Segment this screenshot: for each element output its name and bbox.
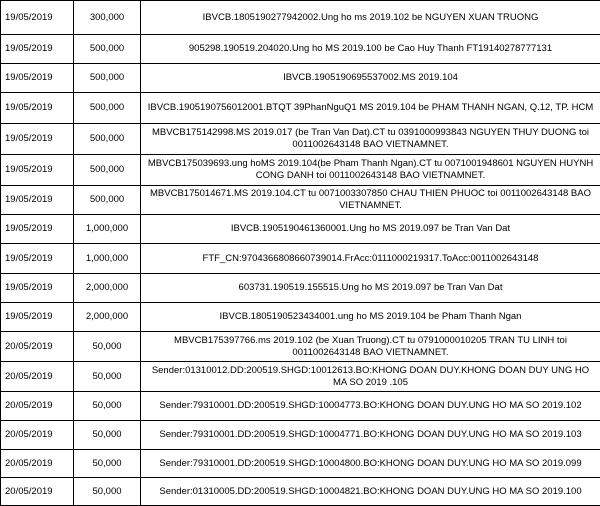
description-cell: MBVCB175397766.ms 2019.102 (be Xuan Truong).CT tu 0791000010205 TRAN TU LINH toi 0011002643148 BAO VIETNAMNET. [141,332,600,362]
description-cell: IBVCB.1905190461360001.Ung ho MS 2019.097 be Tran Van Dat [141,215,600,244]
table-row [1,64,600,93]
table-row [1,274,600,303]
amount-cell: 50,000 [74,332,141,362]
amount-cell: 500,000 [74,35,141,64]
description-cell: MBVCB175014671.MS 2019.104.CT tu 0071003307850 CHAU THIEN PHUOC toi 0011002643148 BAO VIETNAMNET. [141,186,600,215]
date-cell: 20/05/2019 [1,362,74,392]
date-cell: 20/05/2019 [1,450,74,478]
amount-cell: 300,000 [74,1,141,35]
date-cell: 19/05/2019 [1,93,74,124]
ledger-body [1,1,600,506]
amount-cell: 500,000 [74,155,141,186]
table-row [1,362,600,392]
date-cell: 19/05/2019 [1,244,74,274]
description-cell: Sender:79310001.DD:200519.SHGD:10004773.BO:KHONG DOAN DUY.UNG HO MA SO 2019.102 [141,392,600,421]
table-row [1,186,600,215]
table-row [1,450,600,478]
description-cell: MBVCB175039693.ung hoMS 2019.104(be Pham Thanh Ngan).CT tu 0071001948601 NGUYEN HUYNH CONG DANH toi 0011002643148 BAO VIETNAMNET. [141,155,600,186]
description-cell: 603731.190519.155515.Ung ho MS 2019.097 be Tran Van Dat [141,274,600,303]
amount-cell: 50,000 [74,392,141,421]
table-row [1,392,600,421]
description-cell: Sender:01310005.DD:200519.SHGD:10004821.BO:KHONG DOAN DUY.UNG HO MA SO 2019.100 [141,478,600,506]
description-cell: FTF_CN:9704366808660739014.FrAcc:0111000219317.ToAcc:0011002643148 [141,244,600,274]
table-row [1,332,600,362]
table-row [1,124,600,155]
amount-cell: 1,000,000 [74,244,141,274]
description-cell: IBVCB.1905190695537002.MS 2019.104 [141,64,600,93]
date-cell: 19/05/2019 [1,64,74,93]
date-cell: 19/05/2019 [1,303,74,332]
table-row [1,421,600,450]
description-cell: IBVCB.1905190756012001.BTQT 39PhanNguQ1 MS 2019.104 be PHAM THANH NGAN, Q.12, TP. HCM [141,93,600,124]
date-cell: 19/05/2019 [1,155,74,186]
date-cell: 20/05/2019 [1,392,74,421]
amount-cell: 2,000,000 [74,303,141,332]
date-cell: 19/05/2019 [1,35,74,64]
table-row [1,215,600,244]
date-cell: 19/05/2019 [1,124,74,155]
amount-cell: 500,000 [74,186,141,215]
description-cell: IBVCB.1805190277942002.Ung ho ms 2019.102 be NGUYEN XUAN TRUONG [141,1,600,35]
table-row [1,155,600,186]
description-cell: IBVCB.1805190523434001.ung ho MS 2019.104 be Pham Thanh Ngan [141,303,600,332]
table-row [1,303,600,332]
table-row [1,1,600,35]
date-cell: 19/05/2019 [1,186,74,215]
table-row [1,478,600,506]
description-cell: Sender:01310012.DD:200519.SHGD:10012613.BO:KHONG DOAN DUY.KHONG DOAN DUY UNG HO MA SO 2019 .105 [141,362,600,392]
amount-cell: 1,000,000 [74,215,141,244]
date-cell: 19/05/2019 [1,274,74,303]
description-cell: Sender:79310001.DD:200519.SHGD:10004800.BO:KHONG DOAN DUY.UNG HO MA SO 2019.099 [141,450,600,478]
description-cell: MBVCB175142998.MS 2019.017 (be Tran Van Dat).CT tu 0391000993843 NGUYEN THUY DUONG toi 0011002643148 BAO VIETNAMNET. [141,124,600,155]
amount-cell: 50,000 [74,362,141,392]
amount-cell: 50,000 [74,421,141,450]
table-row [1,93,600,124]
amount-cell: 500,000 [74,124,141,155]
date-cell: 20/05/2019 [1,332,74,362]
amount-cell: 50,000 [74,450,141,478]
amount-cell: 50,000 [74,478,141,506]
amount-cell: 500,000 [74,64,141,93]
date-cell: 20/05/2019 [1,478,74,506]
table-row [1,35,600,64]
date-cell: 20/05/2019 [1,421,74,450]
date-cell: 19/05/2019 [1,1,74,35]
description-cell: 905298.190519.204020.Ung ho MS 2019.100 be Cao Huy Thanh FT19140278777131 [141,35,600,64]
table-row [1,244,600,274]
date-cell: 19/05/2019 [1,215,74,244]
amount-cell: 2,000,000 [74,274,141,303]
description-cell: Sender:79310001.DD:200519.SHGD:10004771.BO:KHONG DOAN DUY.UNG HO MA SO 2019.103 [141,421,600,450]
amount-cell: 500,000 [74,93,141,124]
